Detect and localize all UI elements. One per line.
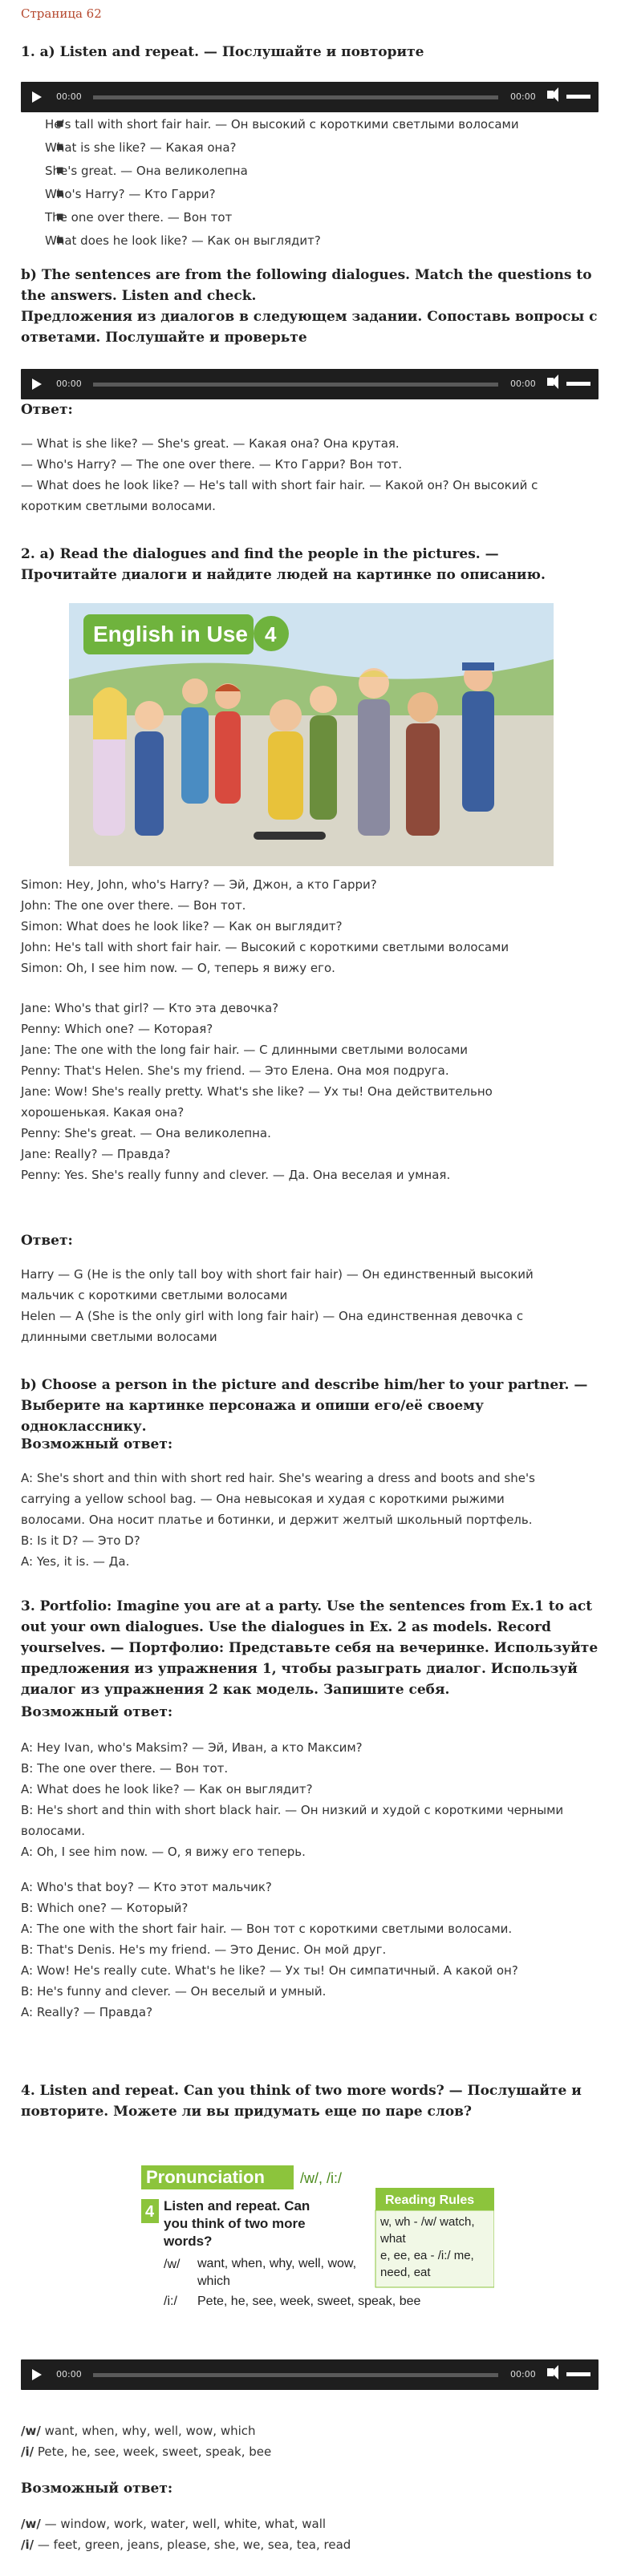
list-item: ■ He's tall with short fair hair. — Он высокий с короткими светлыми волосами — [45, 113, 519, 136]
exercise-2b-title: b) Choose a person in the picture and describe him/her to your partner. — Выберите на картинке персонажа и опиши его/её своему однокласснику. — [21, 1377, 588, 1435]
volume-icon[interactable] — [547, 91, 554, 99]
volume-slider[interactable] — [566, 382, 590, 386]
person-c — [181, 678, 209, 804]
current-time: 00:00 — [56, 379, 82, 389]
seek-bar[interactable] — [93, 95, 498, 99]
pronunciation-illustration — [141, 2159, 494, 2311]
banner-title: English in Use — [93, 622, 248, 646]
duration: 00:00 — [510, 2369, 536, 2380]
volume-slider[interactable] — [566, 2372, 590, 2376]
answer-label: Ответ: — [21, 402, 73, 418]
textbook-illustration — [69, 603, 554, 866]
possible-answer-label: Возможный ответ: — [21, 2481, 173, 2497]
seek-bar[interactable] — [93, 2373, 498, 2377]
phoneme-symbol: /w/ — [21, 2424, 41, 2438]
pronunciation-box — [141, 2159, 494, 2311]
answer-text: Harry — G (He is the only tall boy with short fair hair) — Он единственный высокий мальчик с короткими светлыми волосами Helen — A (She is the only girl with long fair hair) — Она единственная девочка с длинными светлыми волосами — [21, 1267, 534, 1344]
schoolyard-scene — [69, 603, 554, 866]
list-item: ■ What does he look like? — Как он выглядит? — [45, 229, 519, 253]
dialogue-3: A: Hey Ivan, who's Maksim? — Эй, Иван, а кто Максим? B: The one over there. — Вон тот. A: What does he look like? — Как он выглядит? B: He's short and thin with short black hair. — Он низкий и худой с короткими черными волосами. A: Oh, I see him now. — О, я вижу его теперь. — [21, 1740, 564, 1859]
dialogue-1: Simon: Hey, John, who's Harry? — Эй, Джон, а кто Гарри? John: The one over there. — Вон тот. Simon: What does he look like? — Как он выглядит? John: He's tall with short fair hair. — Высокий с короткими светлыми волосами Simon: Oh, I see him now. — О, теперь я вижу его. — [21, 877, 509, 975]
phrase-list — [21, 113, 519, 253]
breadcrumb[interactable]: Страница 62 — [21, 6, 102, 21]
dialogue-4: A: Who's that boy? — Кто этот мальчик? B: Which one? — Который? A: The one with the short fair hair. — Вон тот с короткими светлыми волосами. B: That's Denis. He's my friend. — Это Денис. Он мой друг. A: Wow! He's really cute. What's he like? — Ух ты! Он симпатичный. А какой он? B: He's funny and clever. — Он веселый и умный. A: Really? — Правда? — [21, 1880, 518, 2019]
exercise-4-title: 4. Listen and repeat. Can you think of two more words? — Послушайте и повторите. Можете ли вы придумать еще по паре слов? — [21, 2083, 582, 2120]
instruction-text: Listen and repeat. Can you think of two more words? — [164, 2198, 310, 2249]
exercise-number: 4 — [145, 2203, 155, 2221]
reading-rules-title: Reading Rules — [385, 2193, 475, 2207]
answer-label: Ответ: — [21, 1233, 73, 1249]
dialogue-2: Jane: Who's that girl? — Кто эта девочка? Penny: Which one? — Которая? Jane: The one with the long fair hair. — С длинными светлыми волосами Penny: That's Helen. She's my friend. — Это Елена. Она моя подруга. Jane: Wow! She's really pretty. What's she like? — Ух ты! Она действительно хорошенькая. Какая она? Penny: She's great. — Она великолепна. Jane: Really? — Правда? Penny: Yes. She's really funny and clever. — Да. Она веселая и умная. — [21, 1001, 493, 1182]
person-g — [358, 668, 390, 836]
audio-player[interactable] — [21, 369, 599, 399]
reading-rule-1: w, wh - /w/ watch, what — [380, 2215, 475, 2246]
row1-words: want, when, why, well, wow, which — [197, 2257, 357, 2288]
reading-rule-2: e, ee, ea - /i:/ me, need, eat — [380, 2249, 474, 2279]
phoneme-symbol: /i/ — [21, 2444, 34, 2459]
volume-icon[interactable] — [547, 2368, 554, 2376]
pronunciation-header: Pronunciation — [146, 2167, 265, 2187]
possible-answer-label: Возможный ответ: — [21, 1436, 173, 1452]
current-time: 00:00 — [56, 2369, 82, 2380]
answer-text: — What is she like? — She's great. — Какая она? Она крутая. — Who's Harry? — The one over there. — Кто Гарри? Вон тот. — What does he look like? — He's tall with short fair hair. — Какой он? Он высокий с коротким светлыми волосами. — [21, 436, 538, 513]
play-icon[interactable] — [32, 379, 42, 390]
list-item: ■ She's great. — Она великолепна — [45, 160, 519, 183]
list-item: ■ The one over there. — Вон тот — [45, 206, 519, 229]
phoneme-words: want, when, why, well, wow, which — [44, 2424, 256, 2438]
seek-bar[interactable] — [93, 383, 498, 387]
play-icon[interactable] — [32, 91, 42, 103]
phoneme-symbol: /w/ — [21, 2517, 41, 2531]
person-h — [406, 692, 440, 836]
volume-slider[interactable] — [566, 95, 590, 99]
person-i — [462, 662, 494, 812]
current-time: 00:00 — [56, 91, 82, 102]
person-b — [135, 701, 164, 836]
volume-icon[interactable] — [547, 378, 554, 386]
phoneme-words: Pete, he, see, week, sweet, speak, bee — [37, 2444, 272, 2459]
person-f — [310, 686, 337, 820]
person-a — [93, 687, 127, 836]
phoneme-symbol: /i/ — [21, 2538, 34, 2552]
possible-answer-text: A: She's short and thin with short red hair. She's wearing a dress and boots and she's carrying a yellow school bag. — Она невысокая и худая с короткими рыжими волосами. Она носит платье и ботинки, и держит желтый школьный портфель. B: Is it D? — Это D? A: Yes, it is. — Да. — [21, 1471, 535, 1569]
audio-player[interactable] — [21, 82, 599, 112]
row1-symbol: /w/ — [164, 2258, 181, 2271]
possible-answer-label: Возможный ответ: — [21, 1704, 173, 1720]
exercise-2a-title: 2. a) Read the dialogues and find the people in the pictures. — Прочитайте диалоги и найдите людей на картинке по описанию. — [21, 546, 546, 583]
banner-number: 4 — [265, 622, 277, 646]
duration: 00:00 — [510, 91, 536, 102]
exercise-1b-title: b) The sentences are from the following dialogues. Match the questions to the answers. Listen and check. Предложения из диалогов в следующем задании. Сопоставь вопросы с ответами. Послушайте и проверьте — [21, 267, 598, 346]
list-item: ■ Who's Harry? — Кто Гарри? — [45, 183, 519, 206]
pronunciation-phonemes: /w/, /i:/ — [300, 2170, 343, 2186]
exercise-1a-title: 1. a) Listen and repeat. — Послушайте и повторите — [21, 44, 424, 60]
phoneme-words: — window, work, water, well, white, what, wall — [44, 2517, 327, 2531]
audio-player[interactable] — [21, 2359, 599, 2390]
phoneme-words: — feet, green, jeans, please, she, we, sea, tea, read — [37, 2538, 351, 2552]
list-item: ■ What is she like? — Какая она? — [45, 136, 519, 160]
row2-symbol: /i:/ — [164, 2295, 177, 2308]
word-answers — [21, 2513, 599, 2555]
duration: 00:00 — [510, 379, 536, 389]
person-d — [215, 683, 241, 804]
row2-words: Pete, he, see, week, sweet, speak, bee — [197, 2295, 421, 2308]
exercise-3-title: 3. Portfolio: Imagine you are at a party. Use the sentences from Ex.1 to act out your own dialogues. Use the dialogues in Ex. 2 as models. Record yourselves. — Портфолио: Представьте себя на вечеринке. Используйте предложения из упражнения 1, чтобы разыграть диалог. Используй диалог из упражнения 2 как модель. Запишите себя. — [21, 1598, 599, 1698]
word-lines — [21, 2420, 599, 2462]
play-icon[interactable] — [32, 2369, 42, 2380]
